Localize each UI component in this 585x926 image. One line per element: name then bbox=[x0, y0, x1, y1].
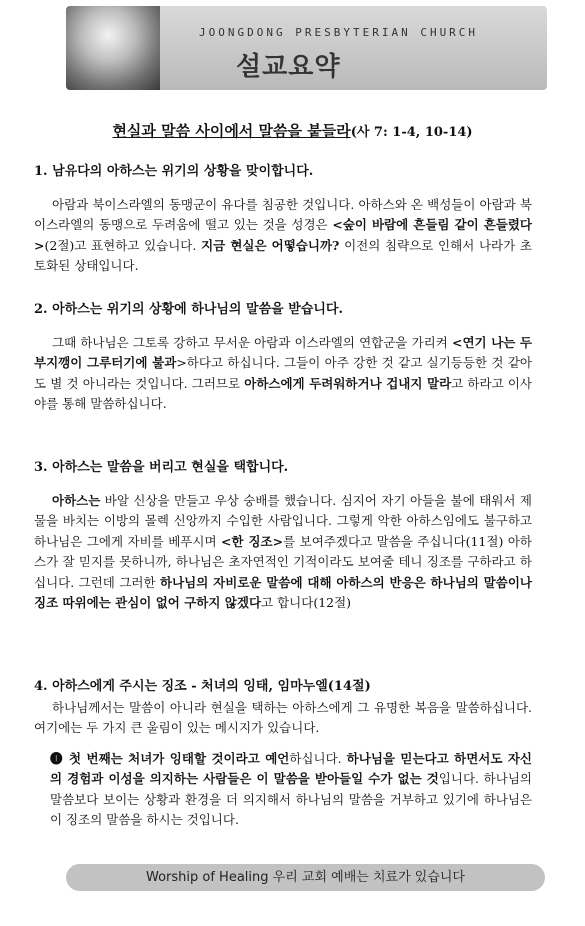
text-run: 하십니다. bbox=[289, 750, 347, 766]
emphasis-text: 아하스는 bbox=[52, 492, 101, 508]
emphasis-text: <연기 나는 두 부지깽이 그루터기에 불과 bbox=[34, 334, 532, 370]
section-paragraph: 하나님께서는 말씀이 아니라 현실을 택하는 아하스에게 그 유명한 복음을 말씀하십니다. 여기에는 두 가지 큰 울림이 있는 메시지가 있습니다. bbox=[34, 699, 532, 735]
sermon-title bbox=[0, 120, 585, 141]
praying-person-photo bbox=[66, 6, 160, 90]
header-banner bbox=[66, 6, 547, 90]
text-run: 고 합니다(12절) bbox=[261, 595, 352, 610]
emphasis-text: 하나님을 믿는다고 하면서도 자신의 경험과 이성을 의지하는 사람들은 이 말씀을 받아들일 수가 없는 것 bbox=[50, 750, 533, 786]
section-heading: 4. 아하스에게 주시는 징조 - 처녀의 잉태, 임마누엘(14절) bbox=[34, 679, 371, 694]
section-2 bbox=[34, 300, 532, 415]
section-paragraph bbox=[34, 333, 532, 415]
text-run: 바알 신상을 만들고 우상 숭배를 했습니다. 심지어 자기 아들을 불에 태워서 제물을 바치는 이방의 몰렉 신앙까지 수입한 사람입니다. 그렇게 악한 아하스임에도 불구하고 하나님은 그에게 자비를 베푸시며 bbox=[34, 492, 532, 549]
sermon-main-title: 현실과 말씀 사이에서 말씀을 붙들라 bbox=[112, 122, 351, 140]
text-run: (2절)고 표현하고 있습니다. bbox=[44, 237, 202, 253]
section-heading: 3. 아하스는 말씀을 버리고 현실을 택합니다. bbox=[34, 460, 289, 475]
header-title: 설교요약 bbox=[236, 52, 341, 82]
section-paragraph bbox=[34, 195, 532, 277]
footer-banner: Worship of Healing 우리 교회 예배는 치료가 있습니다 bbox=[66, 864, 545, 891]
emphasis-text: <숲이 바람에 흔들림 같이 흔들렸다> bbox=[34, 217, 533, 253]
text-run: 그때 하나님은 그토록 강하고 무서운 아람과 이스라엘의 연합군을 가리켜 bbox=[52, 334, 452, 350]
emphasis-text: 아하스에게 두려워하거나 겁내지 말라 bbox=[244, 375, 452, 391]
text-run: 이전의 침략으로 인해서 나라가 초토화된 상태입니다. bbox=[34, 237, 533, 273]
bullet-paragraph bbox=[34, 749, 532, 831]
scripture-reference: (사 7: 1-4, 10-14) bbox=[350, 125, 473, 140]
emphasis-text: 하나님의 자비로운 말씀에 대해 아하스의 반응은 하나님의 말씀이나 징조 따위에는 관심이 없어 구하지 않겠다 bbox=[34, 574, 532, 610]
text-run: >하다고 하십니다. 그들이 아주 강한 것 같고 실기등등한 것 같아도 별 것 아니라는 것입니다. 그러므로 bbox=[34, 355, 532, 391]
section-4 bbox=[34, 677, 532, 831]
text-run: 고 하라고 이사야를 통해 말씀하십니다. bbox=[34, 375, 532, 411]
emphasis-text: 지금 현실은 어떻습니까? bbox=[201, 237, 340, 253]
emphasis-text: <한 징조> bbox=[221, 533, 284, 549]
section-3 bbox=[34, 458, 532, 614]
section-heading: 1. 남유다의 아하스는 위기의 상황을 맞이합니다. bbox=[34, 164, 314, 179]
text-run: 입니다. 하나님의 말씀보다 보이는 상황과 환경을 더 의지해서 하나님의 말씀을 거부하고 있기에 하나님은 이 징조의 말씀을 하시는 것입니다. bbox=[50, 771, 532, 827]
emphasis-text: ❶ 첫 번째는 처녀가 잉태할 것이라고 예언 bbox=[50, 750, 290, 766]
section-heading: 2. 아하스는 위기의 상황에 하나님의 말씀을 받습니다. bbox=[34, 302, 343, 317]
text-run: 를 보여주겠다고 말씀을 주십니다(11절) 아하스가 잘 믿지를 못하니까, 하나님은 초자연적인 기적이라도 보여줄 테니 징조를 구하라고 하십니다. 그런데 그러한 bbox=[34, 533, 532, 590]
text-run: 아람과 북이스라엘의 동맹군이 유다를 침공한 것입니다. 아하스와 온 백성들이 아람과 북이스라엘의 동맹으로 두려움에 떨고 있는 것을 성경은 bbox=[34, 196, 532, 232]
church-name: JOONGDONG PRESBYTERIAN CHURCH bbox=[199, 26, 479, 39]
section-paragraph bbox=[34, 491, 532, 614]
section-1 bbox=[34, 162, 532, 277]
